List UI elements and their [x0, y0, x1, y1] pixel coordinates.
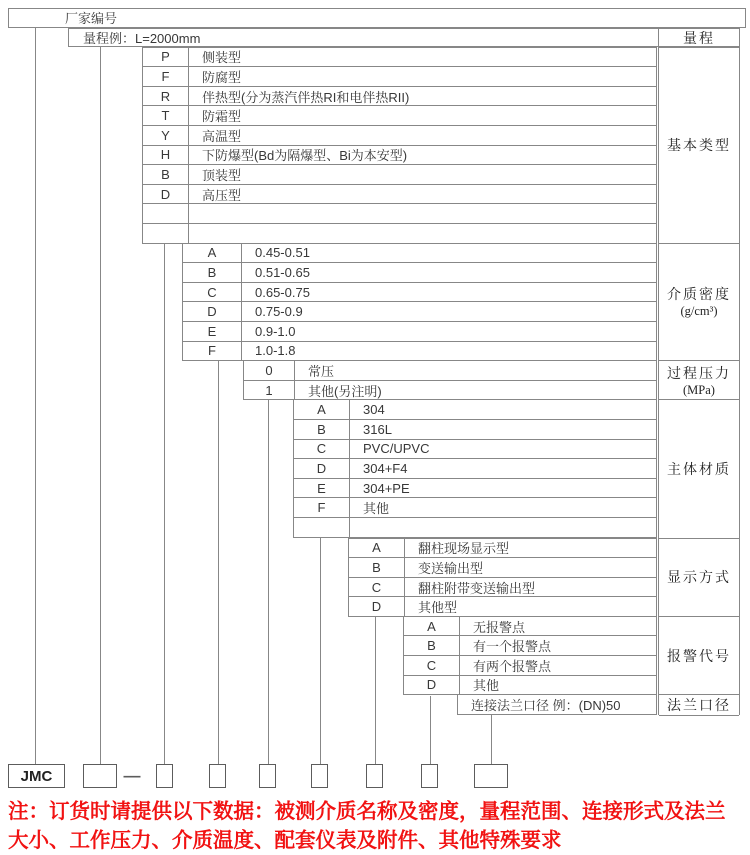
spec-desc: 其他型	[418, 600, 458, 616]
order-note-line2: 大小、工作压力、介质温度、配套仪表及附件、其他特殊要求	[8, 829, 562, 852]
connector-line	[320, 538, 321, 764]
spec-row	[349, 558, 656, 578]
spec-code: B	[427, 638, 436, 654]
range-row	[68, 28, 740, 47]
column-divider	[404, 539, 405, 617]
spec-row	[404, 636, 656, 656]
section-basic-type	[142, 47, 657, 244]
spec-row	[183, 342, 656, 362]
connector-line	[430, 696, 431, 764]
spec-desc: 下防爆型(Bd为隔爆型、Bi为本安型)	[202, 148, 408, 164]
spec-desc: 0.75-0.9	[255, 304, 303, 320]
dash-separator: —	[123, 766, 141, 785]
spec-desc: 高温型	[202, 128, 242, 144]
spec-desc: 顶装型	[202, 167, 242, 183]
spec-desc: 其他	[363, 501, 390, 517]
spec-row	[404, 656, 656, 676]
spec-desc: 翻柱附带变送输出型	[418, 580, 536, 596]
column-divider	[349, 400, 350, 537]
label-alarm: 报警代号	[659, 617, 739, 695]
spec-row	[143, 204, 656, 224]
spec-row	[458, 695, 656, 715]
range-example-label: 量程例：L=2000mm	[83, 30, 201, 46]
label-density: 介质密度 (g/cm³)	[659, 244, 739, 362]
category-label-column	[658, 28, 740, 715]
spec-desc: 304+F4	[363, 460, 408, 476]
spec-desc: 无报警点	[473, 619, 526, 635]
spec-desc: 其他	[473, 678, 500, 694]
spec-desc: 翻柱现场显示型	[418, 541, 510, 557]
spec-row	[143, 67, 656, 87]
spec-desc: 常压	[308, 363, 335, 379]
spec-code: D	[160, 186, 171, 202]
spec-row	[244, 381, 656, 401]
spec-code: B	[317, 421, 326, 437]
spec-code: E	[317, 480, 326, 496]
spec-code: D	[426, 677, 437, 693]
spec-row	[183, 263, 656, 283]
pressure-code-box	[259, 764, 276, 788]
spec-row	[143, 185, 656, 205]
spec-code: C	[371, 579, 382, 595]
section-pressure	[243, 360, 657, 400]
material-code-box	[311, 764, 328, 788]
spec-code: A	[207, 245, 217, 261]
density-code-box	[209, 764, 226, 788]
column-divider	[294, 361, 295, 400]
spec-desc: 有一个报警点	[473, 639, 552, 655]
spec-desc: PVC/UPVC	[363, 441, 430, 457]
spec-row	[143, 48, 656, 68]
spec-code: D	[207, 304, 217, 320]
spec-code: A	[427, 618, 436, 634]
spec-row	[404, 617, 656, 637]
label-range: 量程	[659, 29, 739, 48]
connector-line	[35, 28, 36, 764]
spec-code: C	[316, 441, 327, 457]
spec-desc: 其他(另注明)	[308, 383, 382, 399]
spec-row	[143, 106, 656, 126]
spec-desc: 0.51-0.65	[255, 264, 310, 280]
section-density	[182, 243, 657, 362]
spec-code: B	[372, 559, 381, 575]
spec-row	[143, 224, 656, 244]
spec-code: F	[317, 500, 326, 516]
basic-type-code-box	[156, 764, 173, 788]
spec-desc: 伴热型(分为蒸汽伴热RI和电伴热RII)	[202, 89, 410, 105]
spec-code: 1	[265, 382, 273, 398]
label-pressure: 过程压力 (MPa)	[659, 361, 739, 400]
spec-row	[349, 539, 656, 559]
flange-code-box	[474, 764, 508, 788]
section-flange	[457, 694, 657, 715]
spec-desc: 防霜型	[202, 109, 242, 125]
section-display-mode	[348, 538, 657, 617]
spec-row	[244, 361, 656, 381]
manufacturer-label: 厂家编号	[65, 11, 118, 27]
label-material: 主体材质	[659, 400, 739, 538]
spec-code: E	[207, 323, 217, 339]
spec-code: A	[317, 402, 326, 418]
spec-desc: 变送输出型	[418, 560, 484, 576]
label-flange: 法兰口径	[659, 695, 739, 716]
spec-row	[143, 146, 656, 166]
label-display-mode: 显示方式	[659, 539, 739, 617]
spec-desc: 连接法兰口径 例：(DN)50	[471, 698, 621, 714]
range-code-box	[83, 764, 117, 788]
column-divider	[188, 48, 189, 244]
label-basic-type: 基本类型	[659, 48, 739, 244]
spec-row	[404, 676, 656, 696]
spec-row	[349, 597, 656, 617]
spec-desc: 0.9-1.0	[255, 323, 296, 339]
connector-line	[375, 617, 376, 764]
spec-code: F	[208, 343, 216, 359]
spec-code: P	[161, 49, 170, 65]
spec-desc: 0.65-0.75	[255, 284, 310, 300]
spec-desc: 304	[363, 402, 385, 418]
order-note	[8, 797, 750, 855]
alarm-code-box	[421, 764, 438, 788]
spec-row	[143, 165, 656, 185]
display-code-box	[366, 764, 383, 788]
connector-line	[164, 244, 165, 764]
spec-row	[349, 578, 656, 598]
spec-code: 0	[265, 362, 273, 378]
spec-row	[183, 283, 656, 303]
spec-desc: 有两个报警点	[473, 658, 552, 674]
spec-code: F	[161, 68, 170, 84]
connector-line	[268, 400, 269, 764]
spec-desc: 高压型	[202, 187, 242, 203]
model-prefix-box: JMC	[8, 764, 65, 788]
spec-code: T	[161, 108, 170, 124]
spec-desc: 304+PE	[363, 480, 410, 496]
order-note-line1: 注：订货时请提供以下数据：被测介质名称及密度，量程范围、连接形式及法兰	[8, 800, 726, 823]
spec-desc: 1.0-1.8	[255, 343, 296, 359]
spec-row	[143, 87, 656, 107]
spec-desc: 0.45-0.51	[255, 245, 310, 261]
connector-line	[218, 361, 219, 764]
spec-code: Y	[161, 127, 170, 143]
spec-row	[183, 322, 656, 342]
section-alarm	[403, 616, 657, 695]
connector-line	[491, 715, 492, 764]
spec-code: D	[316, 460, 327, 476]
spec-code: R	[160, 88, 171, 104]
spec-desc: 防腐型	[202, 69, 242, 85]
spec-code: C	[426, 657, 437, 673]
spec-row	[183, 302, 656, 322]
manufacturer-row	[8, 8, 746, 28]
spec-code: D	[371, 599, 382, 615]
column-divider	[241, 244, 242, 362]
spec-code: A	[372, 540, 381, 556]
spec-desc: 316L	[363, 421, 392, 437]
spec-row	[183, 244, 656, 264]
spec-desc: 侧装型	[202, 50, 242, 66]
column-divider	[459, 617, 460, 695]
spec-code: H	[160, 147, 171, 163]
connector-line	[100, 47, 101, 764]
spec-code: B	[207, 264, 217, 280]
spec-code: C	[207, 284, 217, 300]
spec-code: B	[161, 166, 170, 182]
section-material	[293, 399, 657, 537]
spec-row	[143, 126, 656, 146]
